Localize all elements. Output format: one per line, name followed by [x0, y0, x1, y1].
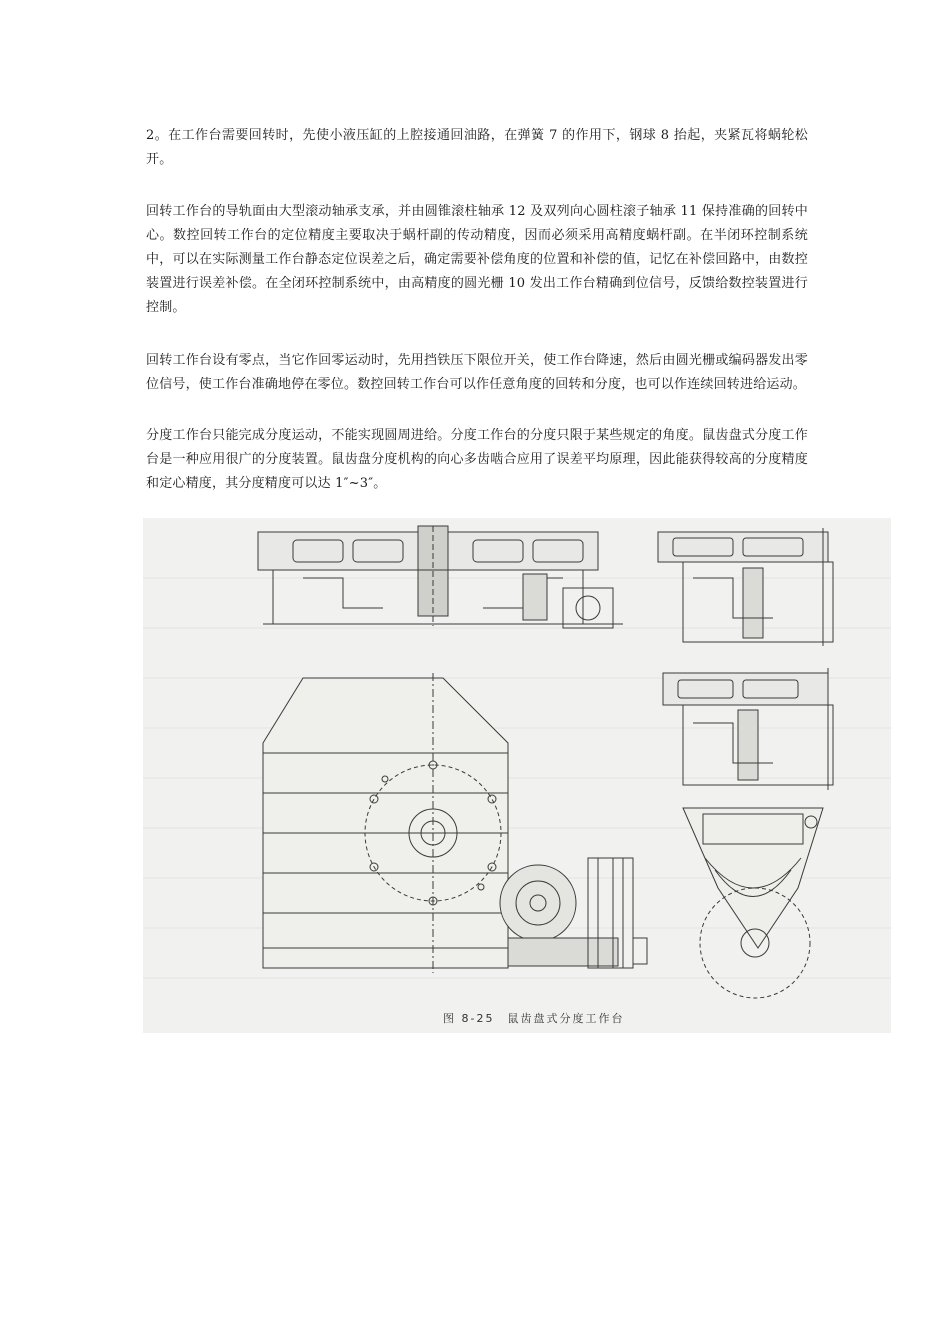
figure-caption: 图 8-25 鼠齿盘式分度工作台 — [443, 1012, 625, 1025]
worm-drive-detail — [500, 858, 647, 968]
section-view-right-middle — [663, 668, 833, 790]
section-view-top — [258, 526, 623, 628]
worktable-drawing — [143, 518, 891, 1033]
paragraph-1: 2。在工作台需要回转时，先使小液压缸的上腔接通回油路，在弹簧 7 的作用下，钢球 8 抬起，夹紧瓦将蜗轮松开。 — [146, 128, 808, 167]
plan-view-table — [263, 673, 508, 973]
paragraph-2: 回转工作台的导轨面由大型滚动轴承支承，并由圆锥滚柱轴承 12 及双列向心圆柱滚子轴承 11 保持准确的回转中心。数控回转工作台的定位精度主要取决于蜗杆副的传动精度，因而必须采用高精度蜗杆副。在半闭环控制系统中，可以在实际测量工作台静态定位误差之后，确定需要补偿角度的位置和补偿的值，记忆在补偿回路中，由数控装置进行误差补偿。在全闭环控制系统中，由高精度的圆光栅 10 发出工作台精确到位信号，反馈给数控装置进行控制。 — [146, 204, 808, 315]
engineering-drawing-figure — [143, 518, 891, 1033]
paragraph-3: 回转工作台设有零点，当它作回零运动时，先用挡铁压下限位开关，使工作台降速，然后由圆光栅或编码器发出零位信号，使工作台准确地停在零位。数控回转工作台可以作任意角度的回转和分度，也可以作连续回转进给运动。 — [146, 353, 808, 392]
paragraph-4: 分度工作台只能完成分度运动，不能实现圆周进给。分度工作台的分度只限于某些规定的角度。鼠齿盘式分度工作台是一种应用很广的分度装置。鼠齿盘分度机构的向心多齿啮合应用了误差平均原理，因此能获得较高的分度精度和定心精度，其分度精度可以达 1″~3″。 — [146, 428, 808, 491]
index-sector-view — [683, 808, 823, 998]
